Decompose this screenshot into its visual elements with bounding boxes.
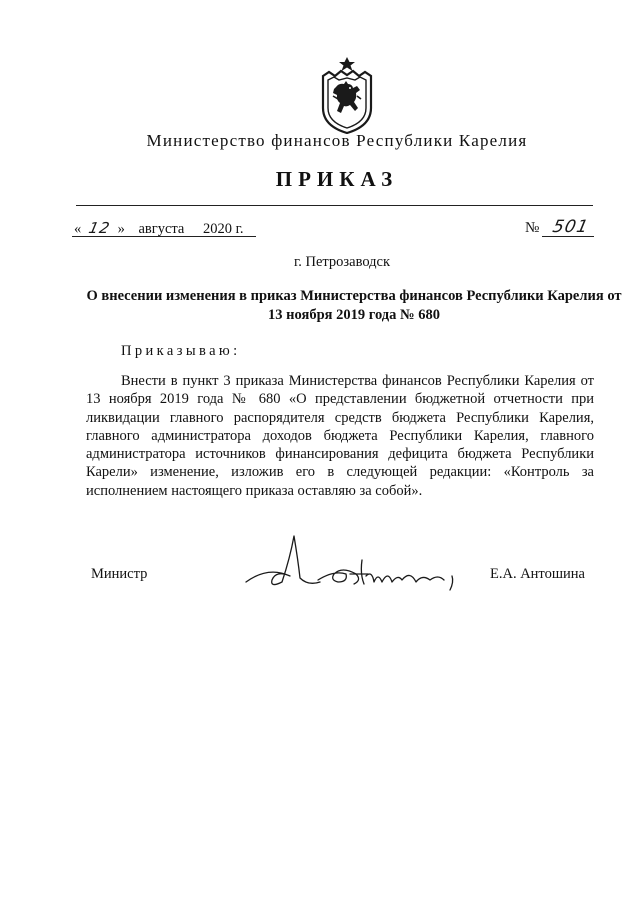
karelia-coat-of-arms-icon — [319, 56, 375, 134]
handwritten-signature — [238, 530, 468, 594]
date-open-quote: « — [74, 221, 82, 237]
order-number — [525, 217, 589, 237]
city: г. Петрозаводск — [293, 254, 391, 270]
number-sign: № — [525, 220, 540, 236]
header-divider — [76, 205, 593, 206]
number-underline — [542, 236, 594, 237]
date-year: 2020 г. — [202, 221, 244, 237]
number-value-handwritten: 501 — [550, 217, 591, 237]
date-close-quote: » — [117, 221, 125, 237]
ministry-name: Министерство финансов Республики Карелия — [146, 131, 528, 150]
signatory-name: Е.А. Антошина — [490, 566, 585, 582]
date-day-handwritten: 12 — [86, 219, 112, 237]
order-word: Приказываю: — [121, 343, 241, 359]
date-underline — [72, 236, 256, 237]
date-month: августа — [138, 221, 185, 237]
document-type-title: ПРИКАЗ — [275, 167, 399, 191]
signatory-title: Министр — [91, 566, 148, 582]
order-body: Внести в пункт 3 приказа Министерства финансов Республики Карелия от 13 ноября 2019 года № 680 «О представлении бюджетной отчетности при ликвидации главного распорядителя средств бюджета Республики Карелия, главного администратора доходов бюджета Республики Карелия, главного администратора источников финансирования дефицита бюджета Республики Карели» изменение, изложив его в следующей редакции: «Контроль за исполнением настоящего приказа оставляю за собой». — [86, 373, 594, 499]
order-subject: О внесении изменения в приказ Министерства финансов Республики Карелия от 13 ноября 2019 года № 680 — [86, 288, 622, 323]
